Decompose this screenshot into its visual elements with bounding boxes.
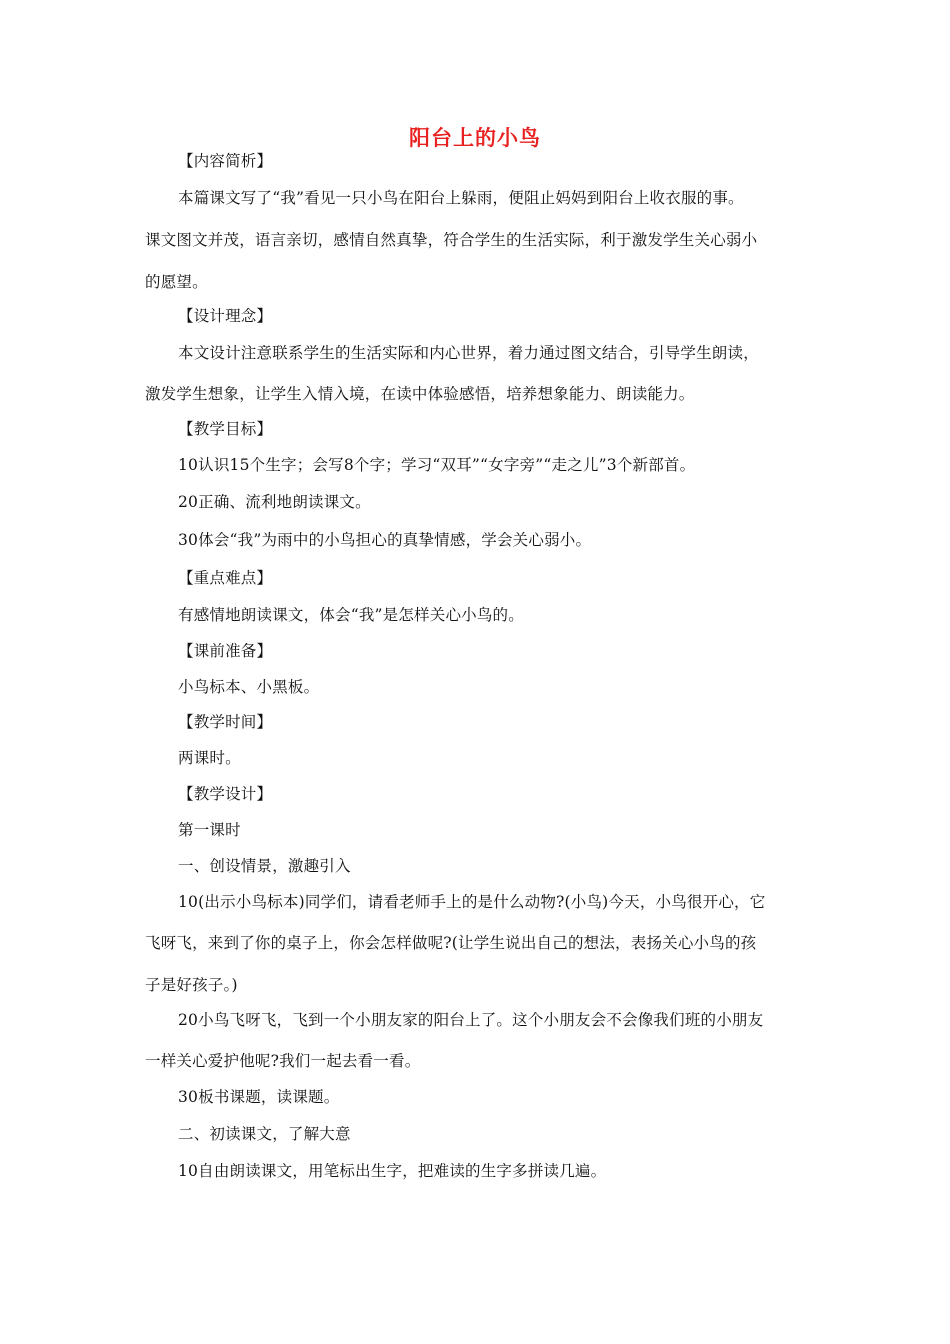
paragraph-line: 有感情地朗读课文，体会“我”是怎样关心小鸟的。 <box>178 606 524 624</box>
paragraph-line: 飞呀飞，来到了你的桌子上，你会怎样做呢?(让学生说出自己的想法，表扬关心小鸟的孩 <box>145 934 757 952</box>
section-heading-content-analysis: 【内容简析】 <box>178 152 273 170</box>
paragraph-line: 子是好孩子。) <box>145 976 238 994</box>
paragraph-line: 10(出示小鸟标本)同学们，请看老师手上的是什么动物?(小鸟)今天，小鸟很开心，它 <box>178 893 766 911</box>
section-heading-teaching-time: 【教学时间】 <box>178 713 273 731</box>
list-item: 10认识15个生字；会写8个字；学习“双耳”“女字旁”“走之儿”3个新部首。 <box>178 456 696 474</box>
list-item: 30板书课题，读课题。 <box>178 1088 340 1106</box>
paragraph-line: 激发学生想象，让学生入情入境，在读中体验感悟，培养想象能力、朗读能力。 <box>145 385 695 403</box>
paragraph-line: 小鸟标本、小黑板。 <box>178 678 320 696</box>
list-item: 30体会“我”为雨中的小鸟担心的真挚情感，学会关心弱小。 <box>178 531 592 549</box>
paragraph-line: 课文图文并茂，语言亲切，感情自然真挚，符合学生的生活实际，利于激发学生关心弱小 <box>145 231 758 249</box>
subheading-step-one: 一、创设情景，激趣引入 <box>178 857 351 875</box>
section-heading-key-points: 【重点难点】 <box>178 569 273 587</box>
section-heading-design-concept: 【设计理念】 <box>178 307 273 325</box>
list-item: 10自由朗读课文，用笔标出生字，把难读的生字多拼读几遍。 <box>178 1162 607 1180</box>
list-item: 20正确、流利地朗读课文。 <box>178 493 371 511</box>
paragraph-line: 本文设计注意联系学生的生活实际和内心世界，着力通过图文结合，引导学生朗读， <box>178 344 759 362</box>
paragraph-line: 两课时。 <box>178 749 241 767</box>
section-heading-preparation: 【课前准备】 <box>178 642 273 660</box>
document-title: 阳台上的小鸟 <box>409 126 541 150</box>
paragraph-line: 一样关心爱护他呢?我们一起去看一看。 <box>145 1052 421 1070</box>
subheading-step-two: 二、初读课文，了解大意 <box>178 1125 351 1143</box>
paragraph-line: 的愿望。 <box>145 273 208 291</box>
paragraph-line: 本篇课文写了“我”看见一只小鸟在阳台上躲雨，便阻止妈妈到阳台上收衣服的事。 <box>178 189 744 207</box>
paragraph-line: 20小鸟飞呀飞，飞到一个小朋友家的阳台上了。这个小朋友会不会像我们班的小朋友 <box>178 1011 764 1029</box>
section-heading-teaching-design: 【教学设计】 <box>178 785 273 803</box>
subheading-first-lesson: 第一课时 <box>178 821 241 839</box>
section-heading-teaching-goals: 【教学目标】 <box>178 420 273 438</box>
